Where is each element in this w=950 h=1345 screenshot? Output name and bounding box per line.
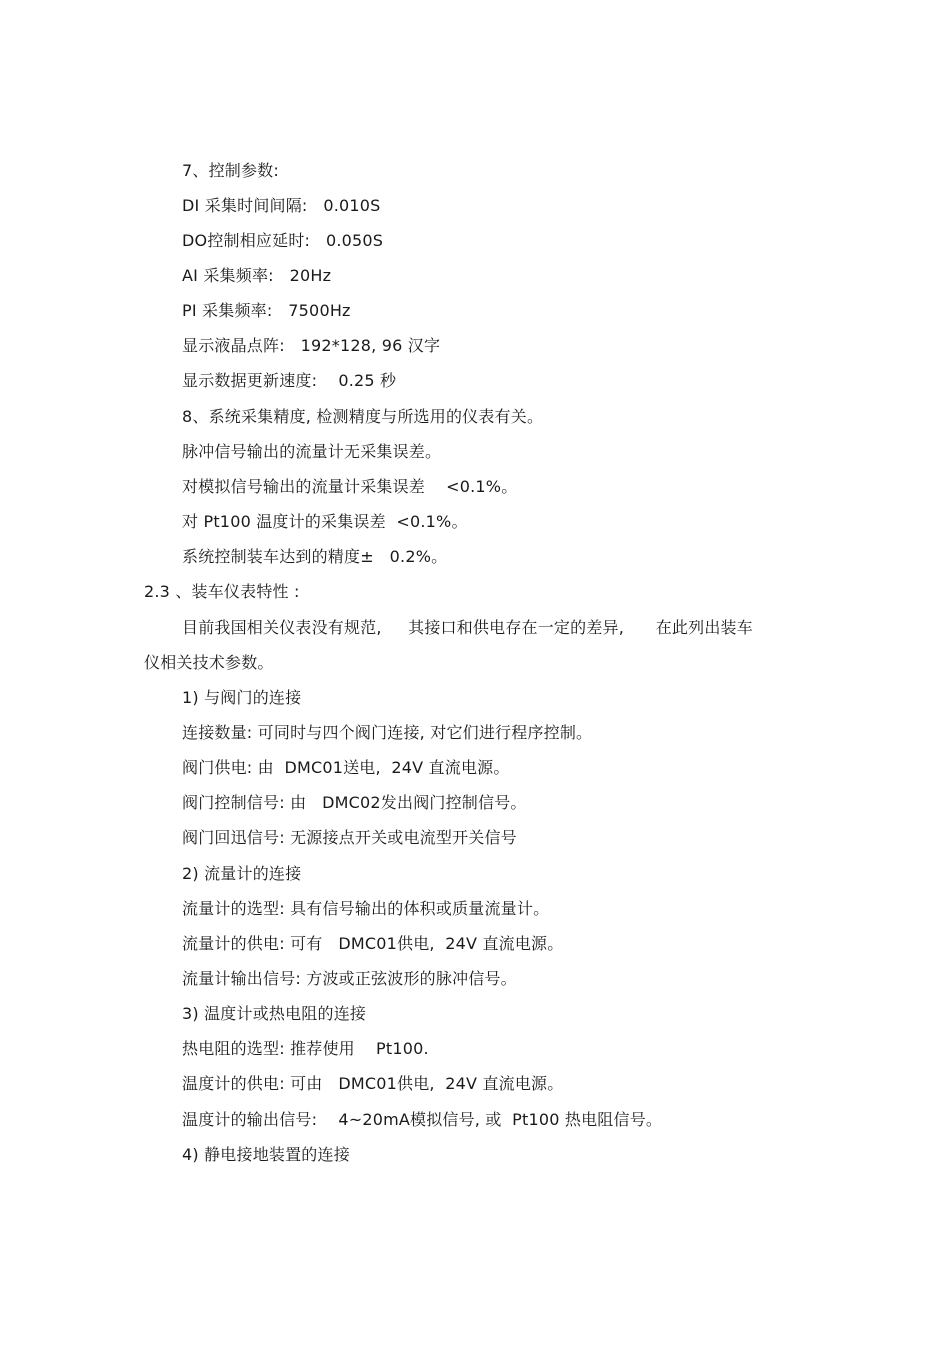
text-line: 对模拟信号输出的流量计采集误差 <0.1%。 (182, 477, 518, 496)
text-line: 阀门控制信号: 由 DMC02发出阀门控制信号。 (182, 793, 527, 812)
text-line: DI 采集时间间隔: 0.010S (182, 196, 381, 215)
text-line: AI 采集频率: 20Hz (182, 266, 332, 285)
text-line: 阀门回迅信号: 无源接点开关或电流型开关信号 (182, 828, 517, 847)
text-line: DO控制相应延时: 0.050S (182, 231, 384, 250)
text-line: 温度计的供电: 可由 DMC01供电, 24V 直流电源。 (182, 1074, 564, 1093)
section-8-heading: 8、系统采集精度, 检测精度与所选用的仪表有关。 (182, 407, 544, 426)
paragraph-line: 仪相关技术参数。 (144, 653, 274, 672)
subsection-heading: 4) 静电接地装置的连接 (182, 1145, 350, 1164)
text-line: 显示液晶点阵: 192*128, 96 汉字 (182, 336, 441, 355)
text-line: 阀门供电: 由 DMC01送电, 24V 直流电源。 (182, 758, 510, 777)
text-line: PI 采集频率: 7500Hz (182, 301, 351, 320)
text-line: 脉冲信号输出的流量计无采集误差。 (182, 442, 442, 461)
paragraph-line: 目前我国相关仪表没有规范, 其接口和供电存在一定的差异, 在此列出装车 (182, 618, 753, 637)
text-line: 温度计的输出信号: 4~20mA模拟信号, 或 Pt100 热电阻信号。 (182, 1110, 663, 1129)
text-line: 对 Pt100 温度计的采集误差 <0.1%。 (182, 512, 468, 531)
subsection-heading: 1) 与阀门的连接 (182, 688, 302, 707)
section-2-3-heading: 2.3 、装车仪表特性 : (144, 582, 300, 601)
text-line: 显示数据更新速度: 0.25 秒 (182, 371, 397, 390)
text-line: 流量计的选型: 具有信号输出的体积或质量流量计。 (182, 899, 550, 918)
text-line: 系统控制装车达到的精度± 0.2%。 (182, 547, 448, 566)
subsection-heading: 3) 温度计或热电阻的连接 (182, 1004, 367, 1023)
text-line: 热电阻的选型: 推荐使用 Pt100. (182, 1039, 429, 1058)
subsection-heading: 2) 流量计的连接 (182, 864, 302, 883)
text-line: 流量计的供电: 可有 DMC01供电, 24V 直流电源。 (182, 934, 564, 953)
section-7-heading: 7、控制参数: (182, 161, 279, 180)
text-line: 流量计输出信号: 方波或正弦波形的脉冲信号。 (182, 969, 517, 988)
text-line: 连接数量: 可同时与四个阀门连接, 对它们进行程序控制。 (182, 723, 593, 742)
